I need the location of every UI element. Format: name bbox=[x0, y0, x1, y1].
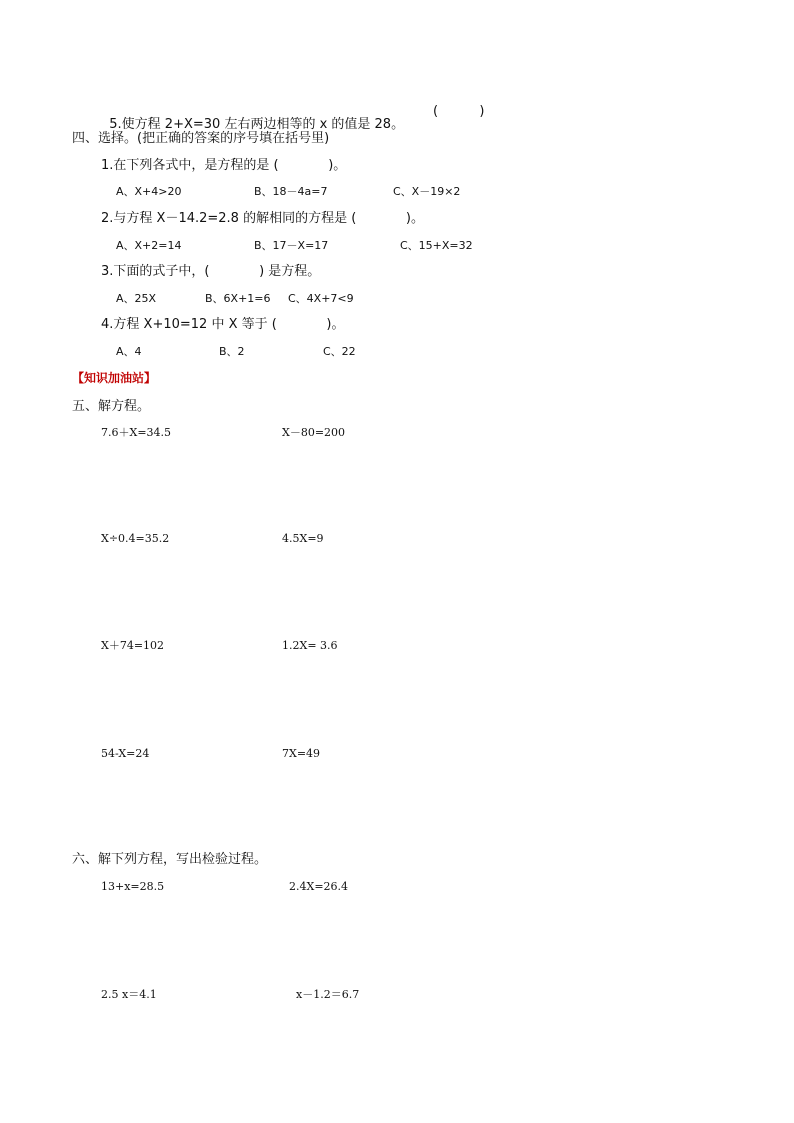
section-5-title: 五、解方程。 bbox=[72, 399, 151, 414]
section-6-title: 六、解下列方程，写出检验过程。 bbox=[72, 852, 268, 867]
option-a: A、X+2=14 bbox=[116, 239, 182, 252]
choice-question-4: 4.方程 X+10=12 中 X 等于 ( )。 bbox=[101, 317, 345, 332]
option-b: B、18－4a=7 bbox=[254, 185, 328, 198]
equation: x－1.2＝6.7 bbox=[296, 988, 360, 1001]
knowledge-tip-label: 【知识加油站】 bbox=[72, 371, 157, 385]
option-c: C、4X+7<9 bbox=[288, 292, 354, 305]
equation: X－80=200 bbox=[282, 426, 346, 439]
equation: 4.5X=9 bbox=[282, 532, 324, 545]
option-b: B、17－X=17 bbox=[254, 239, 329, 252]
answer-bracket: ( ) bbox=[433, 104, 485, 119]
choice-question-1: 1.在下列各式中，是方程的是 ( )。 bbox=[101, 158, 347, 173]
question-5 bbox=[101, 105, 404, 131]
option-c: C、22 bbox=[323, 345, 356, 358]
equation: 13+x=28.5 bbox=[101, 880, 165, 893]
equation: 2.4X=26.4 bbox=[289, 880, 349, 893]
option-b: B、6X+1=6 bbox=[205, 292, 271, 305]
equation: X÷0.4=35.2 bbox=[101, 532, 170, 545]
equation: 7X=49 bbox=[282, 747, 321, 760]
choice-question-3: 3.下面的式子中，( ) 是方程。 bbox=[101, 264, 321, 279]
choice-question-2: 2.与方程 X－14.2=2.8 的解相同的方程是 ( )。 bbox=[101, 211, 424, 226]
option-b: B、2 bbox=[219, 345, 245, 358]
equation: 2.5 x＝4.1 bbox=[101, 988, 157, 1001]
option-a: A、X+4>20 bbox=[116, 185, 182, 198]
equation: X＋74=102 bbox=[101, 639, 165, 652]
equation: 54-X=24 bbox=[101, 747, 150, 760]
equation: 7.6＋X=34.5 bbox=[101, 426, 172, 439]
question-5-text: 5.使方程 2+X=30 左右两边相等的 x 的值是 28。 bbox=[109, 117, 405, 132]
option-c: C、X－19×2 bbox=[393, 185, 461, 198]
equation: 1.2X= 3.6 bbox=[282, 639, 338, 652]
section-4-title: 四、选择。(把正确的答案的序号填在括号里) bbox=[72, 131, 330, 146]
option-a: A、4 bbox=[116, 345, 142, 358]
option-c: C、15+X=32 bbox=[400, 239, 473, 252]
option-a: A、25X bbox=[116, 292, 157, 305]
